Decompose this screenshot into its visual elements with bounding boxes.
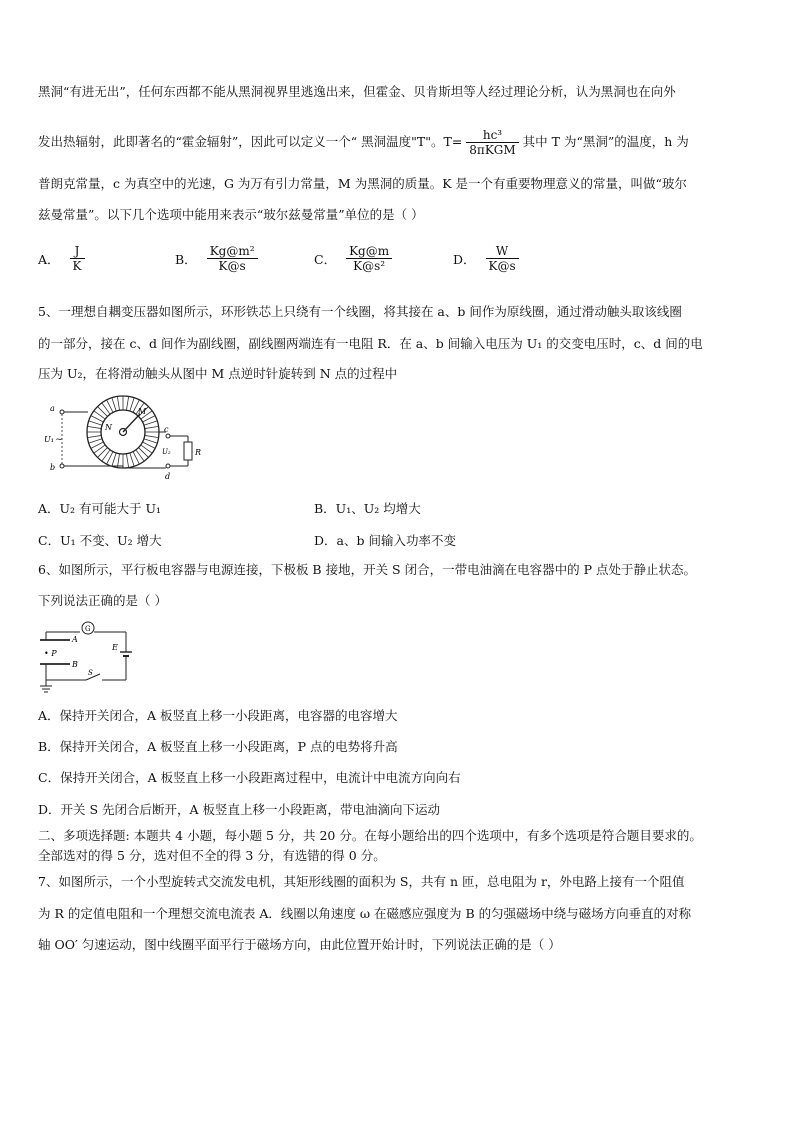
option-label: B． (175, 251, 197, 267)
q4-option-b[interactable] (175, 244, 262, 273)
q6-option-a[interactable]: A．保持开关闭合，A 板竖直上移一小段距离，电容器的电容增大 (38, 708, 398, 723)
coil-turn (112, 453, 116, 466)
q5-text-line1: 5、一理想自耦变压器如图所示，环形铁芯上只绕有一个线圈，将其接在 a、b 间作为原线圈，通过滑动触头取该线圈 (38, 304, 682, 319)
label-a: a (50, 404, 55, 413)
option-fraction (486, 244, 519, 273)
terminal-d (166, 464, 170, 468)
q5-option-c[interactable]: C．U₁ 不变、U₂ 增大 (38, 533, 162, 548)
label-d: d (165, 472, 171, 481)
option-numerator: W (486, 244, 519, 259)
label-c: c (164, 425, 169, 434)
q6-text-line2: 下列说法正确的是（ ） (38, 593, 167, 608)
formula-numerator: hc³ (466, 128, 518, 143)
q5-option-a[interactable]: A．U₂ 有可能大于 U₁ (38, 501, 162, 516)
coil-turn (130, 398, 134, 411)
label-E: E (112, 643, 118, 652)
coil-turn (144, 439, 157, 443)
coil-turn (144, 421, 157, 425)
label-A: A (72, 635, 78, 644)
capacitor-circuit-diagram (38, 618, 138, 694)
q4-text-line1: 黑洞“有进无出”，任何东西都不能从黑洞视界里逃逸出来，但霍金、贝肯斯坦等人经过理论分析，认为黑洞也在向外 (38, 84, 676, 99)
option-numerator: Kg@m² (207, 244, 258, 259)
q5-option-d[interactable]: D．a、b 间输入功率不变 (314, 533, 456, 548)
q6-text-line1: 6、如图所示，平行板电容器与电源连接，下极板 B 接地，开关 S 闭合，一带电油滴在电容器中的 P 点处于静止状态。 (38, 562, 696, 577)
label-S: S (88, 669, 93, 677)
option-denominator: K (72, 259, 82, 273)
ac-source-icon: ∼ (55, 435, 63, 445)
label-R: R (195, 448, 202, 457)
q5-text-line2: 的一部分，接在 c、d 间作为副线圈，副线圈两端连有一电阻 R．在 a、b 间输入电压为 U₁ 的交变电压时，c、d 间的电 (38, 336, 703, 351)
terminal-c (166, 434, 170, 438)
label-G: G (85, 625, 91, 633)
coil-turn (89, 421, 102, 425)
q4-option-c[interactable] (314, 244, 396, 273)
coil-turn (87, 435, 101, 437)
terminal-b (60, 464, 64, 468)
q5-text-line3: 压为 U₂，在将滑动触头从图中 M 点逆时针旋转到 N 点的过程中 (38, 366, 398, 381)
q4-option-d[interactable] (453, 244, 523, 273)
q4-text-line2 (38, 128, 689, 156)
coil-turn (89, 439, 102, 443)
label-N: N (105, 423, 112, 432)
slider-contact (123, 414, 140, 432)
q7-text-line1: 7、如图所示，一个小型旋转式交流发电机，其矩形线圈的面积为 S，共有 n 匝，总电阻为 r，外电路上接有一个阻值 (38, 874, 685, 889)
q4-text-line2-start: 发出热辐射，此即著名的“霍金辐射”，因此可以定义一个“ 黑洞温度"T"。T= (38, 134, 463, 149)
option-label: D． (453, 251, 476, 267)
coil-turn (130, 453, 134, 466)
black-hole-temperature-formula (466, 128, 518, 157)
q6-option-b[interactable]: B．保持开关闭合，A 板竖直上移一小段距离，P 点的电势将升高 (38, 739, 398, 754)
option-label: C． (314, 251, 337, 267)
coil-turn (112, 398, 116, 411)
coil-turn (117, 396, 119, 410)
option-denominator: K@s (218, 259, 246, 273)
autotransformer-diagram (38, 390, 208, 482)
option-label: A． (38, 251, 60, 267)
section2-instructions-line2: 全部选对的得 5 分，选对但不全的得 3 分，有选错的得 0 分。 (38, 848, 386, 863)
option-denominator: K@s² (353, 259, 386, 273)
option-numerator: Kg@m (346, 244, 392, 259)
section2-instructions-line1: 二、多项选择题: 本题共 4 小题，每小题 5 分，共 20 分。在每小题给出的四个选项中，有多个选项是符合题目要求的。 (38, 828, 702, 843)
coil-turn (87, 426, 101, 428)
formula-denominator: 8πKGM (469, 142, 516, 157)
label-U1: U₁ (44, 435, 54, 444)
q5-option-b[interactable]: B．U₁、U₂ 均增大 (314, 501, 421, 516)
q4-text-line3: 普朗克常量，c 为真空中的光速，G 为万有引力常量，M 为黑洞的质量。K 是一个有重要物理意义的常量，叫做“玻尔 (38, 176, 687, 191)
oil-drop-P: • P (44, 649, 57, 658)
label-b: b (50, 463, 56, 472)
option-fraction (207, 244, 258, 273)
q6-option-c[interactable]: C．保持开关闭合，A 板竖直上移一小段距离过程中，电流计中电流方向向右 (38, 770, 461, 785)
label-B: B (72, 660, 78, 669)
coil-turn (145, 426, 159, 428)
coil-turn (117, 454, 119, 468)
label-U2: U₂ (162, 448, 171, 456)
option-fraction (70, 244, 85, 273)
option-denominator: K@s (488, 259, 516, 273)
q4-text-line2-end: 其中 T 为“黑洞”的温度，h 为 (522, 134, 689, 149)
q6-option-d[interactable]: D．开关 S 先闭合后断开，A 板竖直上移一小段距离，带电油滴向下运动 (38, 802, 441, 817)
q4-option-a[interactable] (38, 244, 89, 273)
option-fraction (346, 244, 392, 273)
coil-turn (126, 396, 128, 410)
coil-turn (126, 454, 128, 468)
label-M: M (138, 407, 147, 416)
q7-text-line3: 轴 OO′ 匀速运动，图中线圈平面平行于磁场方向，由此位置开始计时，下列说法正确的是（ ） (38, 937, 561, 952)
q7-text-line2: 为 R 的定值电阻和一个理想交流电流表 A．线圈以角速度 ω 在磁感应强度为 B 的匀强磁场中绕与磁场方向垂直的对称 (38, 906, 692, 921)
coil-turn (145, 435, 159, 437)
option-numerator: J (70, 244, 85, 259)
resistor-R (184, 442, 192, 460)
terminal-a (60, 410, 64, 414)
q4-text-line4: 兹曼常量”。以下几个选项中能用来表示“玻尔兹曼常量”单位的是（ ） (38, 207, 424, 222)
